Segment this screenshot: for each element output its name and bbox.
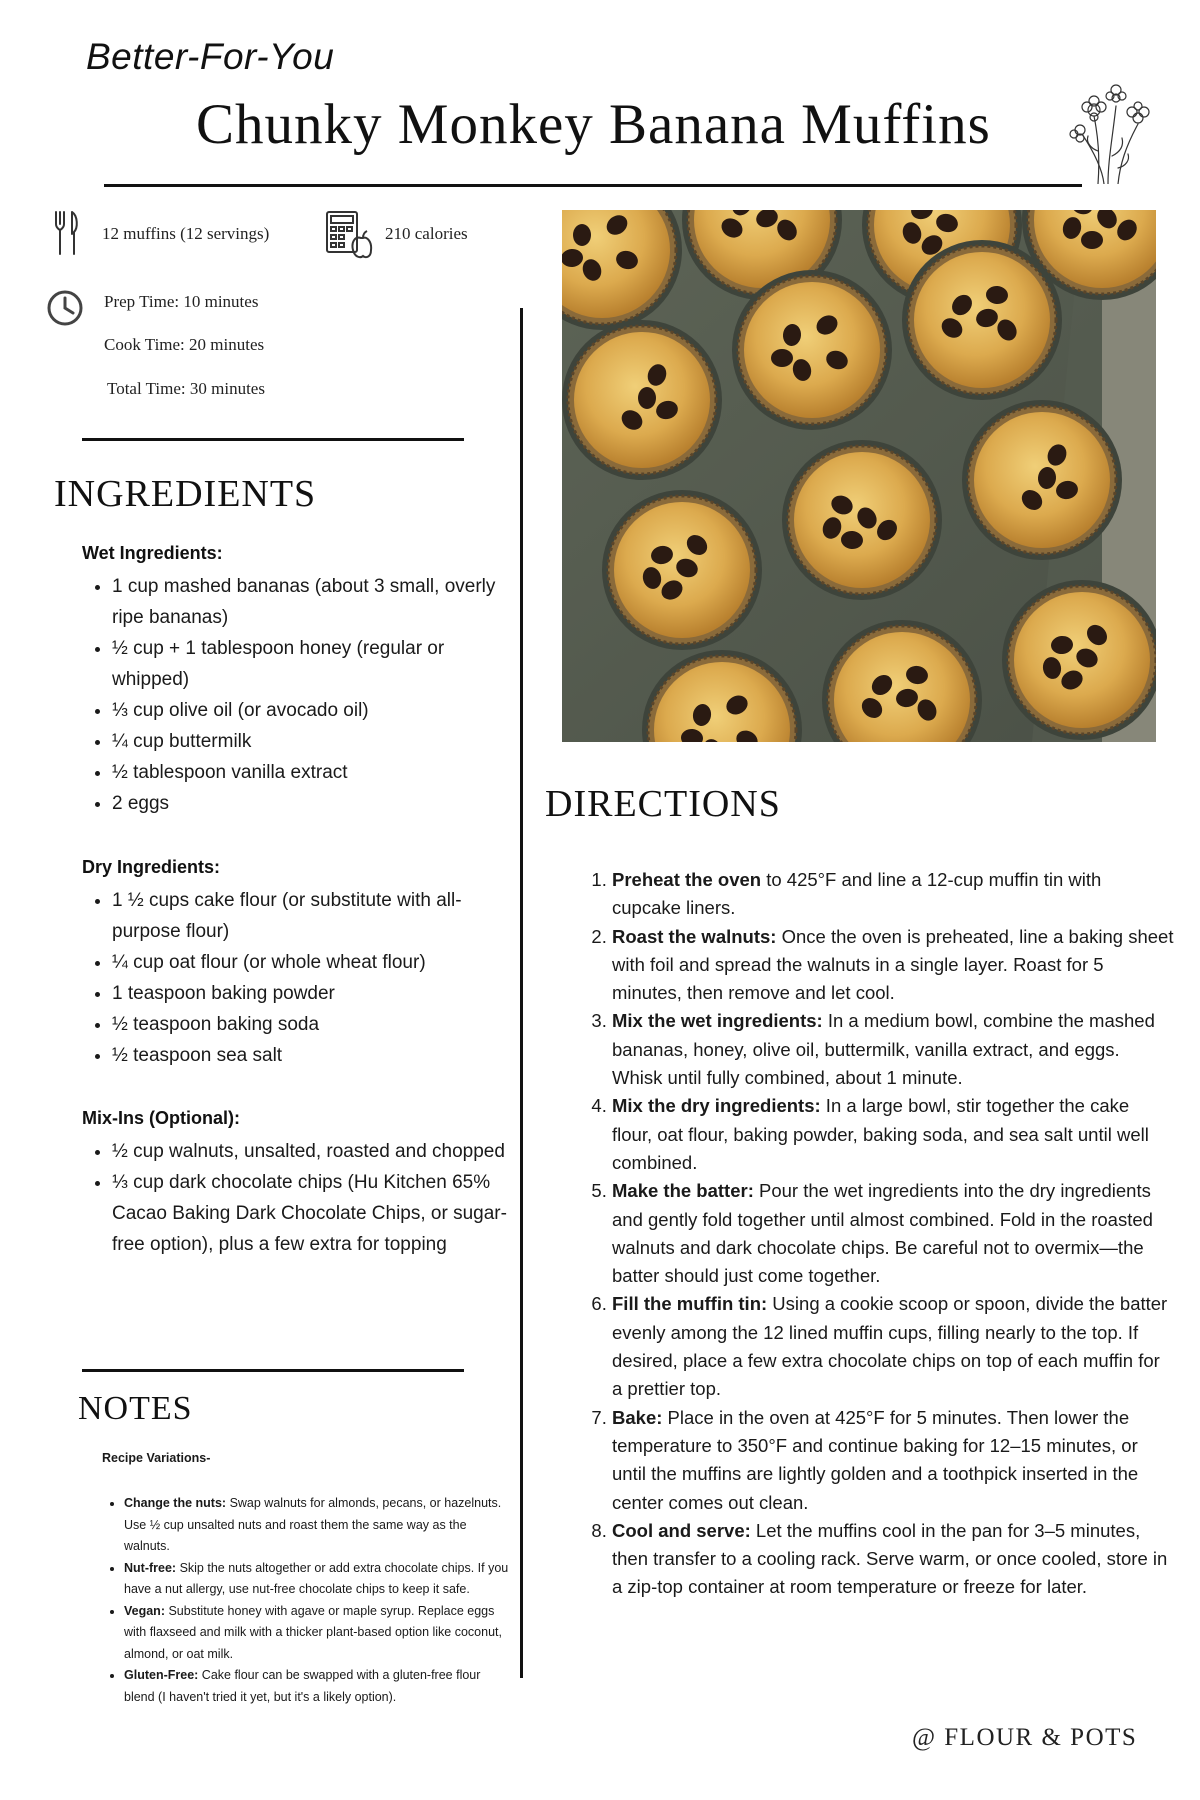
step-label: Preheat the oven	[612, 869, 762, 890]
direction-step	[612, 866, 1174, 923]
note-label: Nut-free:	[124, 1560, 177, 1575]
list-item: • 1 ½ cups cake flour (or substitute with all-purpose flour)	[112, 885, 512, 947]
fork-knife-icon	[52, 210, 80, 256]
notes-subheading: Recipe Variations-	[102, 1451, 211, 1465]
prep-time-text: Prep Time: 10 minutes	[104, 292, 259, 311]
mix-ins-list	[82, 1136, 512, 1260]
step-text: Place in the oven at 425°F for 5 minutes. Then lower the temperature to 350°F and continue baking for 12–15 minutes, or until the muffins are lightly golden and a toothpick inserted in the center comes out clean.	[612, 1406, 1139, 1513]
column-divider	[520, 308, 523, 1678]
meta-divider	[82, 438, 464, 441]
mix-ins-heading: Mix-Ins (Optional):	[82, 1108, 240, 1128]
list-item: • ½ cup + 1 tablespoon honey (regular or whipped)	[112, 633, 512, 695]
list-item: • 1 cup mashed bananas (about 3 small, overly ripe bananas)	[112, 571, 512, 633]
direction-step	[612, 1404, 1174, 1517]
step-text: to 425°F and line a 12-cup muffin tin with cupcake liners.	[612, 869, 1102, 919]
dry-ingredients-heading: Dry Ingredients:	[82, 857, 221, 877]
list-item: • ½ teaspoon baking soda	[112, 1009, 512, 1040]
list-item: • ¼ cup oat flour (or whole wheat flour)	[112, 947, 512, 978]
calories-text: 210 calories	[385, 224, 468, 243]
step-label: Mix the wet ingredients:	[612, 1010, 823, 1032]
clock-icon	[46, 289, 84, 327]
list-item: • ¼ cup buttermilk	[112, 726, 512, 757]
step-label: Cool and serve:	[612, 1519, 751, 1541]
list-item	[124, 1558, 510, 1601]
note-text: Cake flour can be swapped with a gluten-free flour blend (I haven't tried it yet, but it's a likely option).	[124, 1668, 481, 1704]
step-text: In a large bowl, stir together the cake flour, oat flour, baking powder, baking soda, and sea salt until well combined.	[612, 1095, 1149, 1173]
step-text: Let the muffins cool in the pan for 3–5 minutes, then transfer to a cooling rack. Serve warm, or once cooled, store in a zip-top container at room temperature or freeze for later.	[612, 1519, 1168, 1598]
list-item	[124, 1601, 510, 1666]
title-divider	[104, 184, 1082, 187]
wet-ingredients-heading: Wet Ingredients:	[82, 543, 223, 563]
servings-text: 12 muffins (12 servings)	[102, 224, 270, 243]
step-label: Make the batter:	[612, 1180, 754, 1202]
step-text: Using a cookie scoop or spoon, divide the batter evenly among the 12 lined muffin cups, filling nearly to the top. If desired, place a few extra chocolate chips on top of each muffin for a prettier top.	[612, 1293, 1168, 1400]
wildflower-illustration-icon	[1068, 76, 1158, 184]
list-item: • ½ cup walnuts, unsalted, roasted and chopped	[112, 1136, 512, 1167]
step-text: Once the oven is preheated, line a baking sheet with foil and spread the walnuts in a single layer. Roast for 5 minutes, then remove and let cool.	[612, 925, 1174, 1004]
notes-heading: NOTES	[78, 1390, 193, 1427]
direction-step	[612, 1092, 1174, 1177]
note-text: Swap walnuts for almonds, pecans, or hazelnuts. Use ½ cup unsalted nuts and roast them the same way as the walnuts.	[124, 1496, 502, 1553]
direction-step	[612, 1290, 1174, 1403]
list-item: • 1 teaspoon baking powder	[112, 978, 512, 1009]
list-item	[124, 1665, 510, 1708]
direction-step	[612, 923, 1174, 1008]
dry-ingredients-list	[82, 885, 512, 1071]
recipe-title: Chunky Monkey Banana Muffins	[196, 93, 991, 156]
list-item: • ½ tablespoon vanilla extract	[112, 757, 512, 788]
list-item: • ⅓ cup olive oil (or avocado oil)	[112, 695, 512, 726]
list-item: • 2 eggs	[112, 788, 512, 819]
directions-list	[587, 866, 1174, 1602]
total-time-text: Total Time: 30 minutes	[107, 379, 265, 398]
directions-heading: DIRECTIONS	[545, 783, 781, 825]
list-item	[124, 1493, 510, 1558]
direction-step	[612, 1517, 1174, 1602]
list-item: • ½ teaspoon sea salt	[112, 1040, 512, 1071]
note-text: Skip the nuts altogether or add extra chocolate chips. If you have a nut allergy, use nut-free chocolate chips to keep it safe.	[124, 1560, 509, 1596]
brand-footer: @ FLOUR & POTS	[912, 1724, 1138, 1751]
step-text: Pour the wet ingredients into the dry ingredients and gently fold together until almost combined. Fold in the roasted walnuts and dark chocolate chips. Be careful not to overmix—the batter should just come together.	[612, 1180, 1153, 1287]
direction-step	[612, 1177, 1174, 1290]
step-label: Roast the walnuts:	[612, 925, 777, 947]
note-label: Vegan:	[124, 1603, 165, 1618]
ingredients-heading: INGREDIENTS	[54, 473, 317, 515]
step-label: Fill the muffin tin:	[612, 1293, 768, 1315]
cook-time-text: Cook Time: 20 minutes	[104, 335, 265, 354]
recipe-subtitle: Better-For-You	[86, 36, 335, 77]
notes-list	[106, 1493, 510, 1708]
note-text: Substitute honey with agave or maple syrup. Replace eggs with flaxseed and milk with a thicker plant-based option like coconut, almond, or oat milk.	[124, 1603, 502, 1661]
step-label: Mix the dry ingredients:	[612, 1095, 821, 1117]
direction-step	[612, 1007, 1174, 1092]
calculator-apple-icon	[325, 210, 373, 260]
list-item: • ⅓ cup dark chocolate chips (Hu Kitchen 65% Cacao Baking Dark Chocolate Chips, or sugar-free option), plus a few extra for topping	[112, 1167, 512, 1260]
ingredients-divider	[82, 1369, 464, 1372]
muffin-photo	[562, 210, 1156, 742]
step-text: In a medium bowl, combine the mashed bananas, honey, olive oil, buttermilk, vanilla extract, and eggs. Whisk until fully combined, about 1 minute.	[612, 1010, 1155, 1089]
step-label: Bake:	[612, 1406, 663, 1428]
wet-ingredients-list	[82, 571, 512, 819]
note-label: Change the nuts:	[124, 1496, 227, 1510]
note-label: Gluten-Free:	[124, 1668, 199, 1682]
